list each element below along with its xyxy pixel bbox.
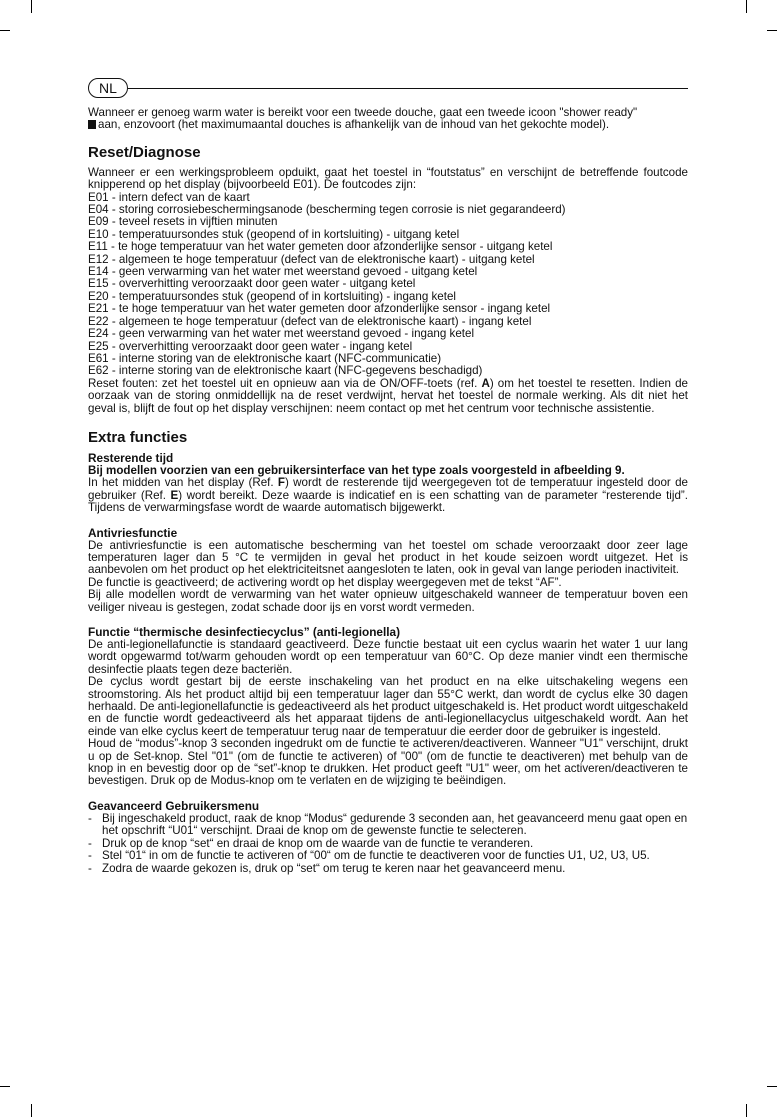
error-code-item: E61 - interne storing van de elektronische kaart (NFC-communicatie) bbox=[88, 351, 442, 365]
crop-mark bbox=[31, 1104, 32, 1117]
error-code-item: E14 - geen verwarming van het water met weerstand gevoed - uitgang ketel bbox=[88, 265, 478, 279]
reset-intro: Wanneer er een werkingsprobleem opduikt, gaat het toestel in “foutstatus” en verschijnt de betreffende foutcode knipperend op het display (bijvoorbeeld E01). De foutcodes zijn: bbox=[88, 165, 688, 192]
advanced-menu-item: - Stel “01“ in om de functie te activeren of “00“ om de functie te deactiveren voor de functies U1, U2, U3, U5. bbox=[88, 850, 688, 862]
error-code-item: E12 - algemeen te hoge temperatuur (defect van de elektronische kaart) - uitgang ketel bbox=[88, 252, 535, 266]
intro-line-1: Wanneer er genoeg warm water is bereikt voor een tweede douche, gaat een tweede icoon "shower ready" bbox=[88, 106, 638, 119]
crop-mark bbox=[31, 0, 32, 13]
legionella-p3: Houd de “modus”-knop 3 seconden ingedrukt om de functie te activeren/deactiveren. Wanneer "U1" verschijnt, drukt u op de Set-knop. Stel "01" (om de functie te activeren) of "00" (om de functie te deactiveren) met behulp van de knop in en bevestig door op de “set”-knop te drukken. Het product geeft "U1" weer, om het activeren/deactiveren te bevestigen. Druk op de Modus-knop om te verlaten en de wijziging te beëindigen. bbox=[88, 737, 688, 788]
error-code-item: E15 - oververhitting veroorzaakt door geen water - uitgang ketel bbox=[88, 277, 416, 291]
ref-e: E bbox=[170, 488, 179, 502]
error-code-item: E22 - algemeen te hoge temperatuur (defect van de elektronische kaart) - ingang ketel bbox=[88, 314, 532, 328]
intro-paragraph bbox=[88, 107, 688, 132]
error-code-item: E11 - te hoge temperatuur van het water gemeten door afzonderlijke sensor - uitgang ketel bbox=[88, 240, 553, 254]
crop-mark bbox=[0, 30, 10, 31]
ref-f: F bbox=[277, 476, 285, 490]
shower-ready-icon bbox=[88, 120, 96, 129]
extra-title: Extra functies bbox=[88, 428, 188, 446]
reset-instructions: Reset fouten: zet het toestel uit en opnieuw aan via de ON/OFF-toets (ref. A) om het toestel te resetten. Indien de oorzaak van de storing onmiddellijk na de reset verdwijnt, hervat het toestel de normale werking. Als dit niet het geval is, blijft de fout op het display verschijnen: neem contact op met het centrum voor technische assistentie. bbox=[88, 376, 688, 415]
legionella-title: Functie “thermische desinfectiecyclus” (anti-legionella) bbox=[88, 625, 401, 639]
page-header bbox=[88, 78, 688, 100]
error-code-item: E20 - temperatuursondes stuk (geopend of in kortsluiting) - ingang ketel bbox=[88, 289, 456, 303]
error-code-item: E24 - geen verwarming van het water met weerstand gevoed - ingang ketel bbox=[88, 327, 475, 341]
error-code-item: E01 - intern defect van de kaart bbox=[88, 190, 250, 204]
advanced-menu-item: - Bij ingeschakeld product, raak de knop “Modus“ gedurende 3 seconden aan, het geavanceerd menu gaat open en het opschrift “U01“ verschijnt. Draai de knop om de gewenste functie te selecteren. bbox=[88, 813, 688, 838]
legionella-p1: De anti-legionellafunctie is standaard geactiveerd. Deze functie bestaat uit een cyclus waarin het water 1 uur lang wordt opgewarmd tot/warm gehouden wordt op een temperatuur van 60°C. Op deze manier vindt een thermische desinfectie plaats tegen deze bacteriën. bbox=[88, 638, 688, 676]
antifreeze-p2: De functie is geactiveerd; de activering wordt op het display weergegeven met de tekst “AF”. bbox=[88, 575, 562, 589]
error-code-item: E04 - storing corrosiebeschermingsanode (bescherming tegen corrosie is niet gegarandeerd) bbox=[88, 203, 566, 217]
page-content bbox=[88, 107, 688, 875]
crop-mark bbox=[767, 30, 777, 31]
remaining-time-text: In het midden van het display (Ref. F) wordt de resterende tijd weergegeven tot de temperatuur ingesteld door de gebruiker (Ref. E) wordt bereikt. Deze waarde is indicatief en is een schatting van de parameter “resterende tijd”. Tijdens de verwarmingsfase wordt de waarde automatisch bijgewerkt. bbox=[88, 476, 688, 515]
error-code-list bbox=[88, 192, 688, 378]
language-badge: NL bbox=[88, 78, 128, 98]
remaining-time-title: Resterende tijd bbox=[88, 450, 174, 465]
crop-mark bbox=[746, 1104, 747, 1117]
advanced-menu-item: - Druk op de knop “set“ en draai de knop om de waarde van de functie te veranderen. bbox=[88, 838, 688, 850]
error-code-item: E25 - oververhitting veroorzaakt door geen water - ingang ketel bbox=[88, 339, 413, 353]
advanced-menu-list bbox=[88, 813, 688, 875]
crop-mark bbox=[746, 0, 747, 13]
advanced-menu-title: Geavanceerd Gebruikersmenu bbox=[88, 798, 260, 813]
antifreeze-p1: De antivriesfunctie is een automatische bescherming van het toestel om schade veroorzaakt door zeer lage temperaturen lager dan 5 °C te vermijden in geval het product in het koude seizoen wordt uitgezet. Het is aanbevolen om het product op het elektriciteitsnet aangesloten te laten, ook in geval van lange perioden inactiviteit. bbox=[88, 538, 688, 577]
antifreeze-p3: Bij alle modellen wordt de verwarming van het water opnieuw uitgeschakeld wanneer de temperatuur boven een veiliger niveau is gestegen, zodat schade door ijs en vorst wordt vermeden. bbox=[88, 588, 688, 614]
legionella-p2: De cyclus wordt gestart bij de eerste inschakeling van het product en na elke uitschakeling wegens een stroomstoring. Als het product altijd bij een temperatuur lager dan 55°C werkt, dan wordt de cyclus elke 30 dagen herhaald. De anti-legionellafunctie is gedeactiveerd als het product uitgeschakeld is. Het product wordt uitgeschakeld en de functie wordt gedeactiveerd als het apparaat tijdens de anti-legionellacyclus uitgeschakeld wordt. Aan het einde van elke cyclus keert de temperatuur terug naar de temperatuur die eerder door de gebruiker is ingesteld. bbox=[88, 675, 689, 738]
reset-title: Reset/Diagnose bbox=[88, 143, 201, 161]
error-code-item: E09 - teveel resets in vijftien minuten bbox=[88, 215, 278, 229]
error-code-item: E10 - temperatuursondes stuk (geopend of in kortsluiting) - uitgang ketel bbox=[88, 227, 460, 241]
crop-mark bbox=[0, 1086, 10, 1087]
ref-a: A bbox=[481, 376, 490, 390]
header-rule bbox=[128, 88, 688, 89]
advanced-menu-item: - Zodra de waarde gekozen is, druk op “set“ om terug te keren naar het geavanceerd menu. bbox=[88, 863, 688, 875]
remaining-time-lead: Bij modellen voorzien van een gebruikersinterface van het type zoals voorgesteld in afbeelding 9. bbox=[88, 463, 625, 477]
antifreeze-title: Antivriesfunctie bbox=[88, 525, 178, 540]
error-code-item: E62 - interne storing van de elektronische kaart (NFC-gegevens beschadigd) bbox=[88, 364, 483, 378]
crop-mark bbox=[767, 1086, 777, 1087]
intro-line-2: aan, enzovoort (het maximumaantal douches is afhankelijk van de inhoud van het gekochte model). bbox=[98, 118, 610, 132]
error-code-item: E21 - te hoge temperatuur van het water gemeten door afzonderlijke sensor - ingang ketel bbox=[88, 302, 551, 316]
